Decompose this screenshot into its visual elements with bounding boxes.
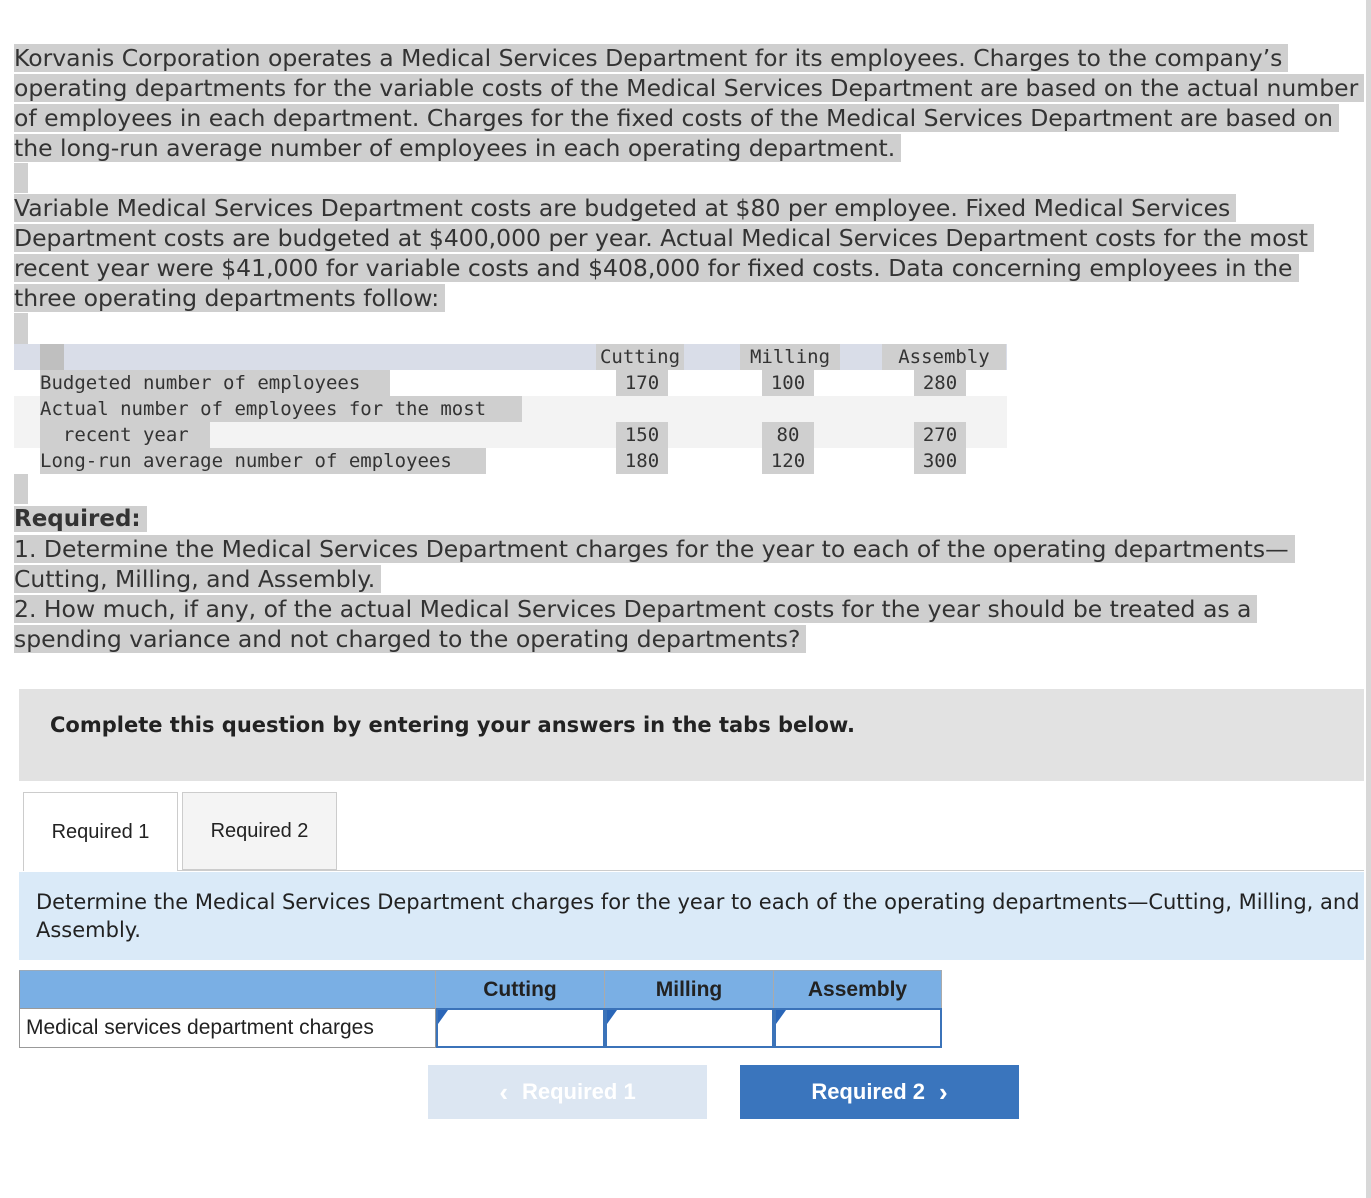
intro-p2-line-2: Department costs are budgeted at $400,000 per year. Actual Medical Services Department costs for the most (14, 224, 1314, 252)
actual-milling: 80 (762, 422, 814, 448)
intro-paragraph-2 (14, 193, 1314, 313)
highlight-gap-3 (14, 474, 28, 504)
chevron-right-icon: › (939, 1076, 948, 1107)
answer-table-corner (19, 970, 436, 1008)
assembly-charge-input[interactable] (774, 1008, 942, 1048)
col-header-cutting: Cutting (596, 344, 684, 370)
budgeted-cutting: 170 (616, 370, 668, 396)
col-header-assembly: Assembly (882, 344, 1006, 370)
tab-required-2-label: Required 2 (210, 819, 309, 842)
actual-assembly: 270 (914, 422, 966, 448)
intro-p1-line-3: of employees in each department. Charges for the fixed costs of the Medical Services Department are based on (14, 104, 1339, 132)
input-flag-icon (438, 1010, 448, 1024)
tab-divider (178, 870, 1364, 871)
row-label-actual-cont: recent year (40, 422, 210, 448)
intro-p2-line-4: three operating departments follow: (14, 284, 445, 312)
answer-col-assembly: Assembly (774, 970, 942, 1008)
instruction-box (19, 689, 1364, 781)
intro-paragraph-1 (14, 43, 1364, 163)
col-header-milling: Milling (740, 344, 840, 370)
required-line-4: spending variance and not charged to the operating departments? (14, 625, 806, 653)
long-run-cutting: 180 (616, 448, 668, 474)
long-run-milling: 120 (762, 448, 814, 474)
tab-description-box (19, 872, 1364, 960)
budgeted-assembly: 280 (914, 370, 966, 396)
answer-row-label: Medical services department charges (19, 1008, 436, 1048)
tab-required-1[interactable] (23, 792, 178, 871)
row-label-long-run: Long-run average number of employees (40, 448, 486, 474)
tab-description-text: Determine the Medical Services Department charges for the year to each of the operating departments—Cutting, Milling, and Assembly. (36, 890, 1360, 942)
next-button-label: Required 2 (811, 1079, 926, 1104)
input-flag-icon (607, 1010, 617, 1024)
intro-p1-line-4: the long-run average number of employees in each operating department. (14, 134, 901, 162)
required-line-2: Cutting, Milling, and Assembly. (14, 565, 381, 593)
tab-required-1-label: Required 1 (51, 820, 150, 843)
page-scrollbar[interactable] (1366, 0, 1371, 1198)
highlight-gap-1 (14, 163, 28, 193)
tab-required-2[interactable] (182, 792, 337, 870)
next-required-2-button[interactable] (740, 1065, 1019, 1119)
budgeted-milling: 100 (762, 370, 814, 396)
header-corner-block (40, 344, 64, 370)
required-heading: Required: (14, 506, 147, 532)
row-label-budgeted: Budgeted number of employees (40, 370, 390, 396)
intro-p2-line-3: recent year were $41,000 for variable costs and $408,000 for fixed costs. Data concerning employees in the (14, 254, 1299, 282)
intro-p2-line-1: Variable Medical Services Department costs are budgeted at $80 per employee. Fixed Medical Services (14, 194, 1236, 222)
previous-button-label: Required 1 (521, 1079, 636, 1104)
required-line-1: 1. Determine the Medical Services Department charges for the year to each of the operating departments— (14, 535, 1295, 563)
row-label-actual: Actual number of employees for the most (40, 396, 522, 422)
answer-col-milling: Milling (605, 970, 774, 1008)
data-table-header-row (14, 344, 1007, 370)
previous-required-1-button[interactable] (428, 1065, 707, 1119)
actual-cutting: 150 (616, 422, 668, 448)
required-line-3: 2. How much, if any, of the actual Medical Services Department costs for the year should be treated as a (14, 595, 1257, 623)
intro-p1-line-1: Korvanis Corporation operates a Medical Services Department for its employees. Charges to the company’s (14, 44, 1288, 72)
milling-charge-input[interactable] (605, 1008, 774, 1048)
answer-col-cutting: Cutting (436, 970, 605, 1008)
long-run-assembly: 300 (914, 448, 966, 474)
highlight-gap-2 (14, 313, 28, 344)
instruction-text: Complete this question by entering your answers in the tabs below. (50, 713, 855, 737)
input-flag-icon (776, 1010, 786, 1024)
chevron-left-icon: ‹ (499, 1076, 508, 1107)
cutting-charge-input[interactable] (436, 1008, 605, 1048)
required-section (14, 503, 1295, 654)
intro-p1-line-2: operating departments for the variable costs of the Medical Services Department are based on the actual number (14, 74, 1364, 102)
